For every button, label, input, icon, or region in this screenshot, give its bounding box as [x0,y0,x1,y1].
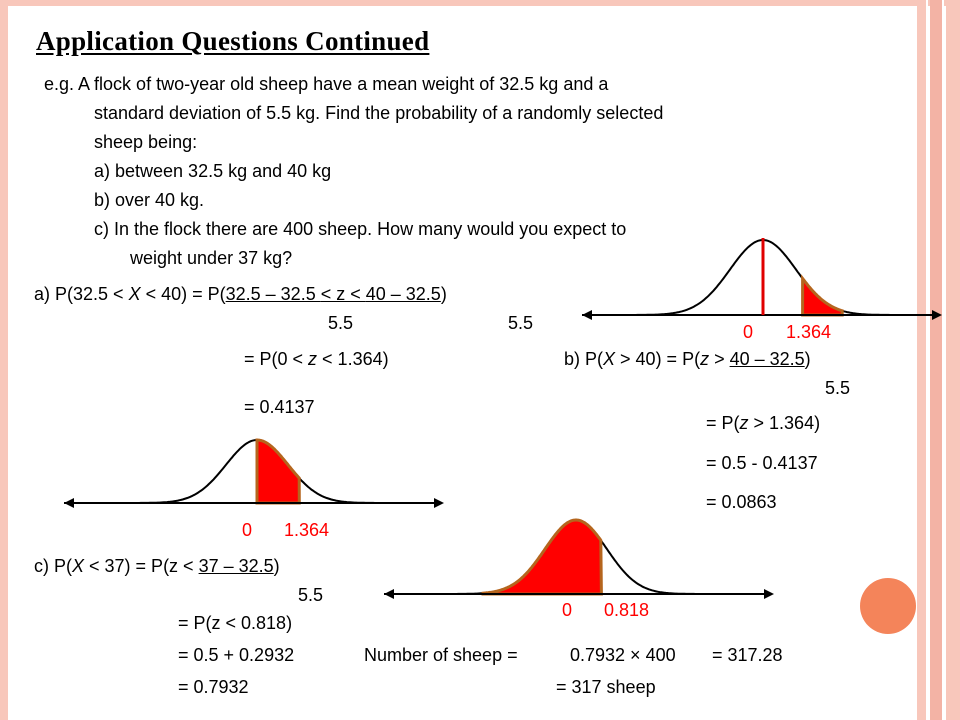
shaded-region [257,440,299,503]
denominator: 5.5 [298,585,324,605]
sheep-count-equals: = 317.28 [712,645,783,665]
sheep-count-calc: 0.7932 × 400 [570,645,676,665]
solution-a-mid: < 40) = P( [140,284,226,304]
frame-right-stripe [946,0,960,720]
frame-divider [942,0,944,720]
shaded-region [483,520,601,594]
arrow-right-icon [434,498,444,508]
step-text: = P(0 < [244,349,309,369]
problem-part-c: weight under 37 kg? [130,248,293,268]
numerator: 40 – 32.5 [365,284,441,304]
frame-divider [926,0,928,720]
graph-label-zero: 0 [242,520,253,540]
denominator: 5.5 [508,313,534,333]
solution-a-prefix: a) P(32.5 < [34,284,129,304]
solution-b-prefix: b) P( [564,349,604,369]
problem-line: e.g. A flock of two-year old sheep have a mean weight of 32.5 kg and a [44,74,609,94]
problem-part-a: a) between 32.5 kg and 40 kg [94,161,332,181]
solution-c-step: = 0.5 + 0.2932 [178,645,295,665]
arrow-right-icon [932,310,942,320]
variable-x: X [603,349,616,369]
page-title: Application Questions Continued [36,26,430,56]
close-paren: ) [273,556,280,576]
normal-curve-graph-c [380,510,780,600]
graph-label-zero: 0 [743,322,754,342]
inequality: < z < [320,284,366,304]
solution-a-result: = 0.4137 [244,397,315,417]
denominator: 5.5 [825,378,851,398]
step-text: < 1.364) [317,349,389,369]
denominator: 5.5 [328,313,354,333]
variable-x: X [72,556,85,576]
solution-b-mid: > 40) = P( [615,349,701,369]
variable-x: X [128,284,141,304]
arrow-left-icon [384,589,394,599]
graph-label-z: 1.364 [284,520,330,540]
normal-curve-graph-a [60,430,450,520]
solution-c-step: = P(z < 0.818) [178,613,293,633]
arrow-left-icon [582,310,592,320]
frame-left [0,0,8,720]
shaded-region [803,279,843,316]
frame-top [0,0,960,6]
decorative-circle [860,578,916,634]
solution-c-result: = 0.7932 [178,677,249,697]
solution-b-step: = 0.5 - 0.4137 [706,453,818,473]
close-paren: ) [440,284,447,304]
numerator: 40 – 32.5 [729,349,805,369]
numerator: 37 – 32.5 [198,556,274,576]
variable-z: z [308,349,318,369]
frame-right-stripe [930,0,942,720]
variable-z: z [700,349,710,369]
graph-label-z: 1.364 [786,322,832,342]
variable-z: z [739,413,749,433]
sheep-count-label: Number of sheep = [364,645,518,665]
arrow-right-icon [764,589,774,599]
close-paren: ) [804,349,811,369]
sheep-count-final: = 317 sheep [556,677,656,697]
step-text: = P( [706,413,740,433]
graph-label-zero: 0 [562,600,573,620]
inequality: > [709,349,730,369]
normal-curve-graph-b [580,230,950,330]
solution-c-prefix: c) P( [34,556,72,576]
solution-c-equation [34,555,280,577]
arrow-left-icon [64,498,74,508]
problem-part-c: c) In the flock there are 400 sheep. How many would you expect to [94,219,627,239]
problem-line: sheep being: [94,132,198,152]
step-text: > 1.364) [748,413,821,433]
solution-b-result: = 0.0863 [706,492,777,512]
solution-b-equation [564,348,811,370]
frame-right-stripe [917,0,926,720]
solution-a-equation [34,283,447,305]
problem-line: standard deviation of 5.5 kg. Find the probability of a randomly selected [94,103,664,123]
solution-a-step [244,348,389,370]
solution-b-step [706,412,820,434]
solution-c-mid: < 37) = P(z < [84,556,199,576]
problem-part-b: b) over 40 kg. [94,190,205,210]
numerator: 32.5 – 32.5 [225,284,321,304]
graph-label-z: 0.818 [604,600,650,620]
